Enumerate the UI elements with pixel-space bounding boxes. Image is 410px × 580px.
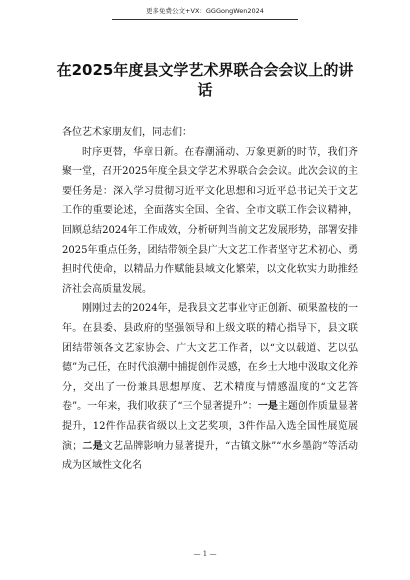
page-number: — 1 — <box>193 550 217 558</box>
paragraph-2-bold-a: 一是 <box>257 401 278 413</box>
paragraph-2 <box>62 299 358 475</box>
document-title: 在2025年度县文学艺术界联合会会议上的讲话 <box>56 61 354 99</box>
paragraph-1: 时序更替，华章日新。在春潮涌动、万象更新的时节，我们齐聚一堂，召开2025年度全县文学艺术界联合会会议。此次会议的主要任务是：深入学习贯彻习近平文化思想和习近平总书记关于文艺工作的重要论述，全面落实全国、全省、全市文联工作会议精神，回顾总结2024年工作成效，分析研判当前文艺发展形势，部署安排2025年重点任务，团结带领全县广大文艺工作者坚守艺术初心、勇担时代使命，以精品力作赋能县域文化繁荣，以文化软实力助推经济社会高质量发展。 <box>62 146 358 295</box>
paragraph-2-text-c: 文艺品牌影响力显著提升，“古镇文脉”“水乡墨韵”等活动成为区域性文化名 <box>62 440 359 472</box>
paragraph-2-bold-b: 二是 <box>82 440 103 452</box>
paragraph-2-text-a: 刚刚过去的2024年，是我县文艺事业守正创新、硕果盈枝的一年。在县委、县政府的坚强领导和上级文联的精心指导下，县文联团结带领各文艺家协会、广大文艺工作者，以“文以载道、艺以弘德”为己任，在时代浪潮中捕捉创作灵感，在乡土大地中汲取文化养分，交出了一份兼具思想厚度、艺术精度与情感温度的“文艺答卷”。一年来，我们收获了“三个显著提升”： <box>62 303 358 413</box>
document-body <box>62 123 358 476</box>
banner-divider <box>112 19 298 20</box>
salutation: 各位艺术家朋友们，同志们： <box>62 127 192 138</box>
paragraph-2-text-b: 主题创作质量显著提升，12件作品获省级以上文艺奖项，3件作品入选全国性展览展演； <box>62 401 358 452</box>
top-banner: 更多免费公文+VX：GGGongWen2024 <box>146 7 264 15</box>
